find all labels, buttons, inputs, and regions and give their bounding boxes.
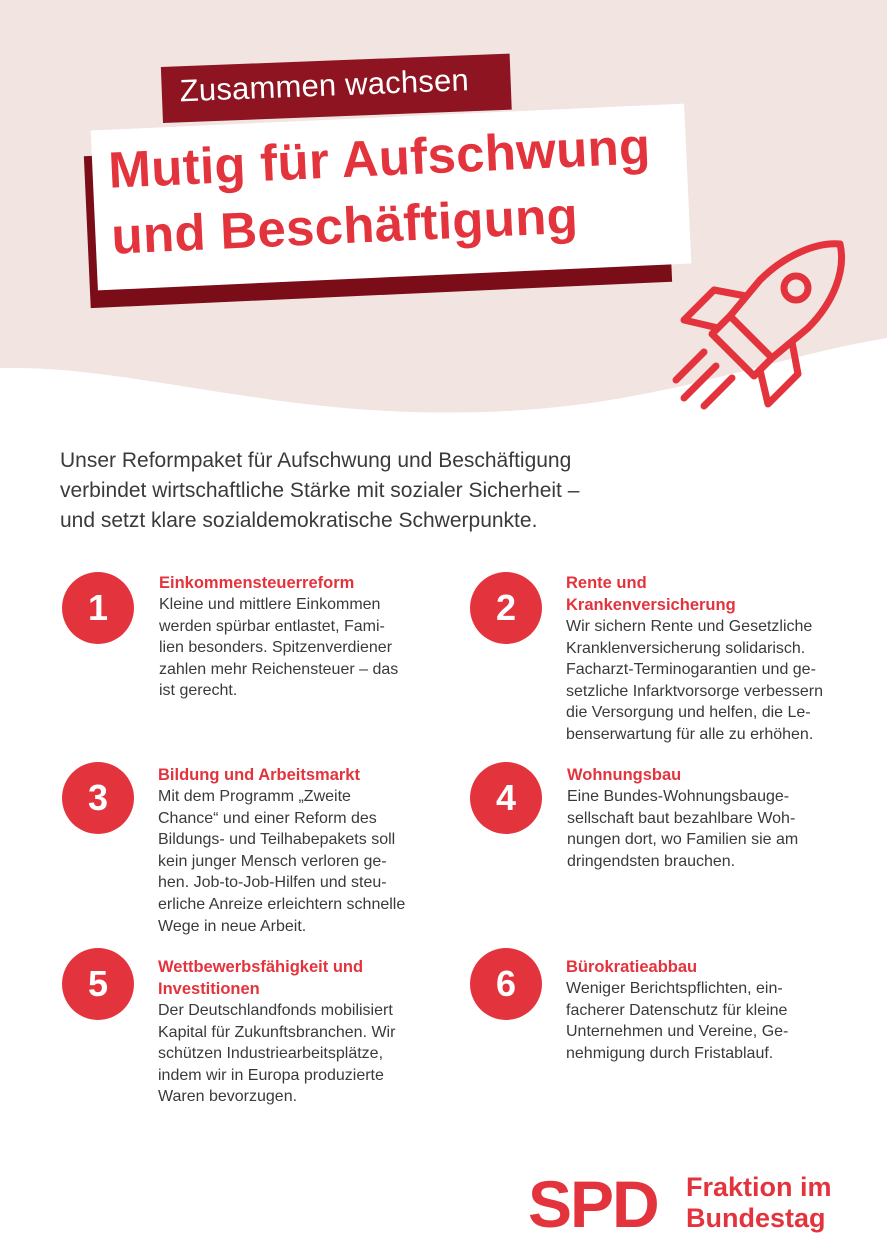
item-text-line: kein junger Mensch verloren ge- <box>158 852 387 870</box>
item-text-line: ist gerecht. <box>159 682 238 700</box>
item-text-line: erliche Anreize erleichtern schnelle <box>158 895 406 913</box>
item-title: Wettbewerbsfähigkeit und <box>158 958 364 976</box>
title-box <box>91 104 692 291</box>
item-text-line: Bildungs- und Teilhabepakets soll <box>158 831 396 849</box>
item-text-line: indem wir in Europa produzierte <box>158 1066 384 1084</box>
item-text-line: sellschaft baut bezahlbare Woh- <box>567 809 796 827</box>
item-text-line: zahlen mehr Reichensteuer – das <box>159 660 399 678</box>
number-badge-4: 4 <box>470 762 542 834</box>
page-title-line-2: und Beschäftigung <box>110 186 580 265</box>
list-item-income-tax-reform <box>159 572 398 702</box>
item-text-line: benserwartung für alle zu erhöhen. <box>566 725 814 743</box>
logo-subtitle-line-1: Fraktion im <box>686 1172 832 1202</box>
item-text-line: nehmigung durch Fristablauf. <box>566 1044 774 1062</box>
list-item-bureaucracy-reduction <box>566 956 788 1064</box>
list-item-pension-health-insurance <box>566 572 823 746</box>
intro-line: verbindet wirtschaftliche Stärke mit sozialer Sicherheit – <box>60 479 580 502</box>
number-badge-6: 6 <box>470 948 542 1020</box>
item-text-line: hen. Job-to-Job-Hilfen und steu- <box>158 874 387 892</box>
intro-line: und setzt klare sozialdemokratische Schwerpunkte. <box>60 509 538 532</box>
item-text-line: Der Deutschlandfonds mobilisiert <box>158 1002 393 1019</box>
item-text-line: Facharzt-Terminogarantien und ge- <box>566 661 816 679</box>
item-text-line: Chance“ und einer Reform des <box>158 809 377 827</box>
item-title: Bürokratieabbau <box>566 958 698 976</box>
item-title: Krankenversicherung <box>566 596 736 614</box>
spd-logo: SPD <box>528 1167 658 1241</box>
item-text-line: Unternehmen und Vereine, Ge- <box>566 1023 789 1041</box>
list-item-housing <box>567 764 798 872</box>
item-text-line: schützen Industriearbeitsplätze, <box>158 1045 384 1063</box>
number-badge-1: 1 <box>62 572 134 644</box>
item-text-line: Wir sichern Rente und Gesetzliche <box>566 618 813 635</box>
item-text-line: dringendsten brauchen. <box>567 852 736 870</box>
number-badge-2: 2 <box>470 572 542 644</box>
item-text-line: Mit dem Programm „Zweite <box>158 788 351 805</box>
rocket-icon <box>668 236 854 416</box>
item-title: Bildung und Arbeitsmarkt <box>158 766 360 784</box>
item-text-line: Kranklenversicherung solidarisch. <box>566 639 806 657</box>
item-text-line: lien besonders. Spitzenverdiener <box>159 639 393 657</box>
item-text-line: Eine Bundes-Wohnungsbauge- <box>567 788 790 805</box>
item-title: Investitionen <box>158 980 260 998</box>
logo-subtitle <box>686 1172 832 1234</box>
list-item-education-labour-market <box>158 764 405 937</box>
number-badge-5: 5 <box>62 948 134 1020</box>
item-text-line: Waren bevorzugen. <box>158 1088 298 1106</box>
item-text-line: die Versorgung und helfen, die Le- <box>566 704 811 722</box>
item-text-line: setzliche Infarktvorsorge verbessern <box>566 682 823 700</box>
number-badge-3: 3 <box>62 762 134 834</box>
intro-paragraph <box>60 446 680 536</box>
item-text-line: Weniger Berichtspflichten, ein- <box>566 980 783 997</box>
item-text-line: werden spürbar entlastet, Fami- <box>159 617 385 635</box>
item-title: Rente und <box>566 574 647 592</box>
list-item-competitiveness-investment <box>158 956 395 1108</box>
kicker-text: Zusammen wachsen <box>179 62 470 109</box>
item-text-line: Kapital für Zukunftsbranchen. Wir <box>158 1023 396 1041</box>
item-text-line: Kleine und mittlere Einkommen <box>159 596 381 613</box>
logo-subtitle-line-2: Bundestag <box>686 1203 826 1233</box>
item-title: Wohnungsbau <box>567 766 682 784</box>
item-text-line: nungen dort, wo Familien sie am <box>567 831 799 849</box>
item-text-line: facherer Datenschutz für kleine <box>566 1001 788 1019</box>
intro-line: Unser Reformpaket für Aufschwung und Beschäftigung <box>60 449 572 472</box>
page-title-line-1: Mutig für Aufschwung <box>107 117 652 199</box>
item-text-line: Wege in neue Arbeit. <box>158 917 307 935</box>
item-title: Einkommensteuerreform <box>159 574 355 592</box>
